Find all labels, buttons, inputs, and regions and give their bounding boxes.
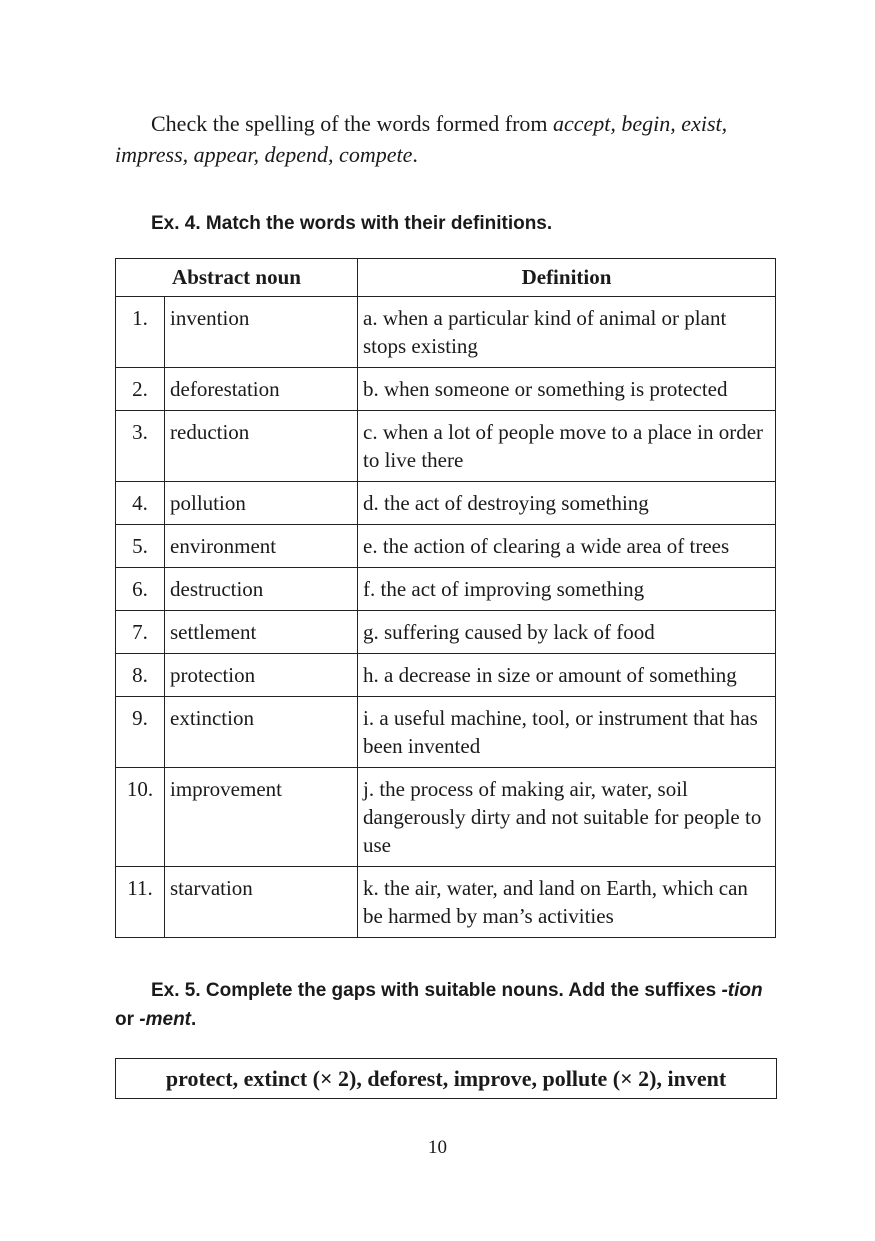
row-number: 10. xyxy=(116,768,165,867)
intro-words: accept, begin, exist, impress, appear, depend, compete xyxy=(115,111,728,167)
row-noun: deforestation xyxy=(165,368,358,411)
row-number: 4. xyxy=(116,482,165,525)
row-noun: improvement xyxy=(165,768,358,867)
row-noun: protection xyxy=(165,654,358,697)
row-definition: g. suffering caused by lack of food xyxy=(358,611,776,654)
row-definition: f. the act of improving something xyxy=(358,568,776,611)
row-noun: destruction xyxy=(165,568,358,611)
ex5-heading xyxy=(115,976,777,1034)
suffix-tion: -tion xyxy=(721,980,763,1001)
or-word: or xyxy=(115,1009,140,1030)
table-header-row xyxy=(116,259,776,297)
header-definition: Definition xyxy=(358,259,776,297)
row-definition: j. the process of making air, water, soil dangerously dirty and not suitable for people to use xyxy=(358,768,776,867)
table-row xyxy=(116,411,776,482)
row-number: 8. xyxy=(116,654,165,697)
word-box: protect, extinct (× 2), deforest, improve, pollute (× 2), invent xyxy=(115,1058,777,1099)
table-row xyxy=(116,611,776,654)
row-noun: pollution xyxy=(165,482,358,525)
intro-suffix: . xyxy=(412,142,418,167)
intro-paragraph xyxy=(115,108,777,170)
row-number: 5. xyxy=(116,525,165,568)
table-row xyxy=(116,768,776,867)
row-noun: reduction xyxy=(165,411,358,482)
row-definition: d. the act of destroying something xyxy=(358,482,776,525)
ex5-heading-end: . xyxy=(191,1009,197,1030)
row-definition: h. a decrease in size or amount of something xyxy=(358,654,776,697)
row-number: 2. xyxy=(116,368,165,411)
row-definition: i. a useful machine, tool, or instrument that has been invented xyxy=(358,697,776,768)
row-number: 7. xyxy=(116,611,165,654)
row-number: 11. xyxy=(116,867,165,938)
row-definition: a. when a particular kind of animal or plant stops existing xyxy=(358,297,776,368)
table-row xyxy=(116,525,776,568)
page-content xyxy=(115,108,777,1099)
ex5-heading-text: Ex. 5. Complete the gaps with suitable nouns. Add the suffixes xyxy=(151,980,722,1001)
row-noun: environment xyxy=(165,525,358,568)
suffix-ment: -ment xyxy=(139,1009,192,1030)
row-definition: c. when a lot of people move to a place in order to live there xyxy=(358,411,776,482)
row-number: 3. xyxy=(116,411,165,482)
page-number: 10 xyxy=(428,1137,447,1158)
row-definition: k. the air, water, and land on Earth, which can be harmed by man’s activities xyxy=(358,867,776,938)
table-row xyxy=(116,482,776,525)
row-definition: b. when someone or something is protected xyxy=(358,368,776,411)
table-row xyxy=(116,654,776,697)
row-noun: starvation xyxy=(165,867,358,938)
intro-prefix: Check the spelling of the words formed from xyxy=(151,111,554,136)
table-row xyxy=(116,867,776,938)
row-noun: extinction xyxy=(165,697,358,768)
table-row xyxy=(116,568,776,611)
row-number: 6. xyxy=(116,568,165,611)
ex4-heading: Ex. 4. Match the words with their definitions. xyxy=(151,213,553,234)
table-row xyxy=(116,297,776,368)
table-row xyxy=(116,368,776,411)
row-definition: e. the action of clearing a wide area of trees xyxy=(358,525,776,568)
row-number: 1. xyxy=(116,297,165,368)
table-row xyxy=(116,697,776,768)
matching-table xyxy=(115,258,776,938)
row-noun: invention xyxy=(165,297,358,368)
table-body xyxy=(116,297,776,938)
header-abstract-noun: Abstract noun xyxy=(116,259,358,297)
row-noun: settlement xyxy=(165,611,358,654)
row-number: 9. xyxy=(116,697,165,768)
